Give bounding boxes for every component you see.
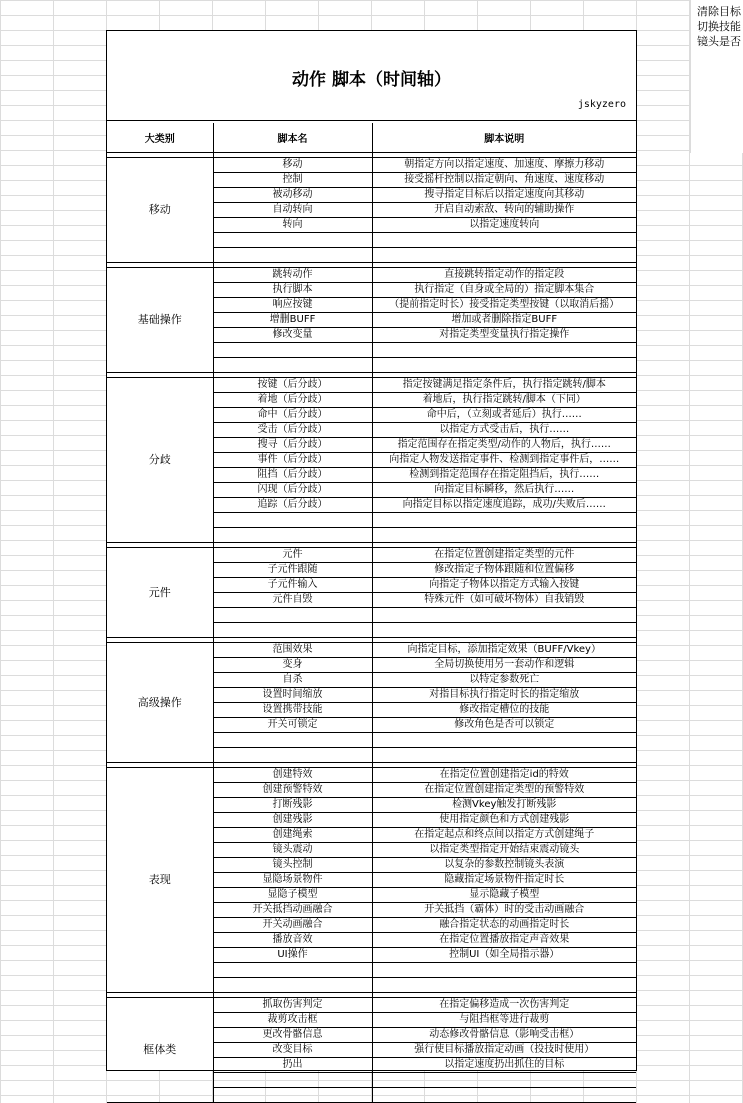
script-desc-cell: 朝指定方向以指定速度、加速度、摩擦力移动 bbox=[372, 158, 636, 173]
table-row bbox=[107, 998, 636, 1013]
script-desc-cell: 指定范围存在指定类型/动作的人物后，执行…… bbox=[372, 438, 636, 453]
script-name-cell: 受击（后分歧） bbox=[213, 423, 372, 438]
script-desc-cell bbox=[372, 963, 636, 978]
script-desc-cell: 以指定速度转向 bbox=[372, 218, 636, 233]
script-name-cell bbox=[213, 748, 372, 763]
table-row bbox=[107, 268, 636, 283]
script-desc-cell bbox=[372, 248, 636, 263]
script-name-cell: 自动转向 bbox=[213, 203, 372, 218]
script-desc-cell: 以指定速度扔出抓住的目标 bbox=[372, 1058, 636, 1073]
category-cell: 移动 bbox=[107, 158, 213, 263]
script-name-cell: 被动移动 bbox=[213, 188, 372, 203]
script-name-cell: 更改骨骼信息 bbox=[213, 1028, 372, 1043]
script-desc-cell: 以指定类型指定开始结束震动镜头 bbox=[372, 843, 636, 858]
title-divider bbox=[107, 120, 636, 121]
script-desc-cell: 在指定起点和终点间以指定方式创建绳子 bbox=[372, 828, 636, 843]
script-name-cell: 移动 bbox=[213, 158, 372, 173]
header-script-desc: 脚本说明 bbox=[372, 123, 636, 153]
script-desc-cell: 搜寻指定目标后以指定速度向其移动 bbox=[372, 188, 636, 203]
script-name-cell: 着地（后分歧） bbox=[213, 393, 372, 408]
script-name-cell: UI操作 bbox=[213, 948, 372, 963]
script-desc-cell: 融合指定状态的动画指定时长 bbox=[372, 918, 636, 933]
table-row bbox=[107, 768, 636, 783]
script-name-cell: 设置时间缩放 bbox=[213, 688, 372, 703]
script-name-cell: 按键（后分歧） bbox=[213, 378, 372, 393]
table-row bbox=[107, 643, 636, 658]
script-desc-cell: 向指定目标瞬移，然后执行…… bbox=[372, 483, 636, 498]
script-name-cell: 响应按键 bbox=[213, 298, 372, 313]
table-row bbox=[107, 548, 636, 563]
script-desc-cell bbox=[372, 733, 636, 748]
script-desc-cell: 修改角色是否可以锁定 bbox=[372, 718, 636, 733]
script-desc-cell: 控制UI（如全局指示器） bbox=[372, 948, 636, 963]
script-name-cell: 闪现（后分歧） bbox=[213, 483, 372, 498]
header-script-name: 脚本名 bbox=[213, 123, 372, 153]
script-desc-cell: 在指定位置创建指定id的特效 bbox=[372, 768, 636, 783]
script-name-cell: 抓取伤害判定 bbox=[213, 998, 372, 1013]
script-name-cell: 命中（后分歧） bbox=[213, 408, 372, 423]
category-cell: 表现 bbox=[107, 768, 213, 993]
script-name-cell: 裁剪攻击框 bbox=[213, 1013, 372, 1028]
script-name-cell: 开关动画融合 bbox=[213, 918, 372, 933]
script-desc-cell: 着地后，执行指定跳转/脚本（下同） bbox=[372, 393, 636, 408]
script-desc-cell: 向指定目标以指定速度追踪，成功/失败后…… bbox=[372, 498, 636, 513]
script-desc-cell bbox=[372, 1073, 636, 1088]
script-sheet bbox=[106, 30, 637, 1071]
script-desc-cell: 以指定方式受击后，执行…… bbox=[372, 423, 636, 438]
script-name-cell: 控制 bbox=[213, 173, 372, 188]
script-desc-cell bbox=[372, 358, 636, 373]
script-name-cell bbox=[213, 1088, 372, 1103]
script-name-cell: 搜寻（后分歧） bbox=[213, 438, 372, 453]
script-name-cell bbox=[213, 608, 372, 623]
script-name-cell: 扔出 bbox=[213, 1058, 372, 1073]
script-desc-cell bbox=[372, 513, 636, 528]
script-name-cell: 元件自毁 bbox=[213, 593, 372, 608]
script-desc-cell: 在指定位置创建指定类型的预警特效 bbox=[372, 783, 636, 798]
script-desc-cell: 接受摇杆控制以指定朝向、角速度、速度移动 bbox=[372, 173, 636, 188]
script-name-cell: 增删BUFF bbox=[213, 313, 372, 328]
script-desc-cell: 向指定目标，添加指定效果（BUFF/Vkey） bbox=[372, 643, 636, 658]
script-name-cell: 自杀 bbox=[213, 673, 372, 688]
script-name-cell: 打断残影 bbox=[213, 798, 372, 813]
script-name-cell: 显隐场景物件 bbox=[213, 873, 372, 888]
author-label: jskyzero bbox=[577, 99, 626, 110]
script-name-cell: 显隐子模型 bbox=[213, 888, 372, 903]
script-desc-cell: 强行使目标播放指定动画（投技时使用） bbox=[372, 1043, 636, 1058]
script-name-cell: 跳转动作 bbox=[213, 268, 372, 283]
table-row bbox=[107, 378, 636, 393]
script-name-cell: 范围效果 bbox=[213, 643, 372, 658]
script-name-cell: 改变目标 bbox=[213, 1043, 372, 1058]
script-desc-cell: 命中后，（立刻或者延后）执行…… bbox=[372, 408, 636, 423]
script-desc-cell: 以复杂的参数控制镜头表演 bbox=[372, 858, 636, 873]
script-name-cell: 创建残影 bbox=[213, 813, 372, 828]
side-note: 清除目标 bbox=[697, 5, 741, 18]
page-title: 动作 脚本（时间轴） bbox=[292, 70, 451, 90]
script-desc-cell: （提前指定时长）接受指定类型按键（以取消后摇） bbox=[372, 298, 636, 313]
category-cell: 元件 bbox=[107, 548, 213, 638]
script-name-cell: 追踪（后分歧） bbox=[213, 498, 372, 513]
script-desc-cell: 动态修改骨骼信息（影响受击框） bbox=[372, 1028, 636, 1043]
script-desc-cell: 以特定参数死亡 bbox=[372, 673, 636, 688]
script-name-cell: 执行脚本 bbox=[213, 283, 372, 298]
script-desc-cell: 修改指定子物体跟随和位置偏移 bbox=[372, 563, 636, 578]
category-cell: 高级操作 bbox=[107, 643, 213, 763]
script-name-cell bbox=[213, 233, 372, 248]
script-desc-cell: 直接跳转指定动作的指定段 bbox=[372, 268, 636, 283]
script-desc-cell bbox=[372, 233, 636, 248]
script-name-cell: 事件（后分歧） bbox=[213, 453, 372, 468]
script-name-cell: 镜头控制 bbox=[213, 858, 372, 873]
script-name-cell: 转向 bbox=[213, 218, 372, 233]
script-name-cell bbox=[213, 358, 372, 373]
script-desc-cell bbox=[372, 978, 636, 993]
script-desc-cell: 开关抵挡（霸体）时的受击动画融合 bbox=[372, 903, 636, 918]
script-name-cell bbox=[213, 963, 372, 978]
script-name-cell: 子元件输入 bbox=[213, 578, 372, 593]
script-desc-cell: 向指定人物发送指定事件、检测到指定事件后，…… bbox=[372, 453, 636, 468]
category-cell: 框体类 bbox=[107, 998, 213, 1103]
script-name-cell: 变身 bbox=[213, 658, 372, 673]
script-desc-cell bbox=[372, 748, 636, 763]
script-name-cell: 创建预警特效 bbox=[213, 783, 372, 798]
script-name-cell: 元件 bbox=[213, 548, 372, 563]
script-desc-cell: 修改指定槽位的技能 bbox=[372, 703, 636, 718]
script-desc-cell: 对指定类型变量执行指定操作 bbox=[372, 328, 636, 343]
script-desc-cell: 在指定位置播放指定声音效果 bbox=[372, 933, 636, 948]
script-desc-cell: 对指目标执行指定时长的指定缩放 bbox=[372, 688, 636, 703]
header-row bbox=[107, 123, 636, 153]
script-name-cell bbox=[213, 528, 372, 543]
script-desc-cell: 增加或者删除指定BUFF bbox=[372, 313, 636, 328]
script-name-cell bbox=[213, 513, 372, 528]
category-cell: 基础操作 bbox=[107, 268, 213, 373]
script-desc-cell bbox=[372, 343, 636, 358]
script-desc-cell: 隐藏指定场景物件指定时长 bbox=[372, 873, 636, 888]
script-desc-cell: 执行指定（自身或全局的）指定脚本集合 bbox=[372, 283, 636, 298]
table-row bbox=[107, 158, 636, 173]
script-desc-cell: 特殊元件（如可破坏物体）自我销毁 bbox=[372, 593, 636, 608]
side-note: 镜头是否 bbox=[697, 35, 741, 48]
script-desc-cell bbox=[372, 1088, 636, 1103]
script-desc-cell: 检测到指定范围存在指定阻挡后，执行…… bbox=[372, 468, 636, 483]
script-table bbox=[107, 123, 636, 1103]
script-desc-cell: 向指定子物体以指定方式输入按键 bbox=[372, 578, 636, 593]
script-name-cell: 镜头震动 bbox=[213, 843, 372, 858]
script-desc-cell: 在指定偏移造成一次伤害判定 bbox=[372, 998, 636, 1013]
script-name-cell: 创建绳索 bbox=[213, 828, 372, 843]
script-desc-cell bbox=[372, 608, 636, 623]
script-name-cell bbox=[213, 978, 372, 993]
script-desc-cell: 与阻挡框等进行裁剪 bbox=[372, 1013, 636, 1028]
script-name-cell: 修改变量 bbox=[213, 328, 372, 343]
category-cell: 分歧 bbox=[107, 378, 213, 543]
script-name-cell bbox=[213, 733, 372, 748]
script-desc-cell: 在指定位置创建指定类型的元件 bbox=[372, 548, 636, 563]
script-name-cell: 开关抵挡动画融合 bbox=[213, 903, 372, 918]
script-desc-cell bbox=[372, 528, 636, 543]
script-name-cell: 播放音效 bbox=[213, 933, 372, 948]
script-desc-cell: 指定按键满足指定条件后，执行指定跳转/脚本 bbox=[372, 378, 636, 393]
header-category: 大类别 bbox=[107, 123, 213, 153]
script-desc-cell: 检测Vkey触发打断残影 bbox=[372, 798, 636, 813]
script-name-cell bbox=[213, 248, 372, 263]
script-desc-cell: 开启自动索敌、转向的辅助操作 bbox=[372, 203, 636, 218]
script-name-cell: 开关可锁定 bbox=[213, 718, 372, 733]
script-name-cell bbox=[213, 623, 372, 638]
script-name-cell bbox=[213, 1073, 372, 1088]
script-name-cell bbox=[213, 343, 372, 358]
side-note: 切换技能 bbox=[697, 20, 741, 33]
script-desc-cell: 全局切换使用另一套动作和逻辑 bbox=[372, 658, 636, 673]
script-desc-cell bbox=[372, 623, 636, 638]
script-name-cell: 阻挡（后分歧） bbox=[213, 468, 372, 483]
side-notes bbox=[690, 0, 743, 153]
script-desc-cell: 显示隐藏子模型 bbox=[372, 888, 636, 903]
script-desc-cell: 使用指定颜色和方式创建残影 bbox=[372, 813, 636, 828]
script-name-cell: 子元件跟随 bbox=[213, 563, 372, 578]
script-name-cell: 创建特效 bbox=[213, 768, 372, 783]
script-name-cell: 设置携带技能 bbox=[213, 703, 372, 718]
